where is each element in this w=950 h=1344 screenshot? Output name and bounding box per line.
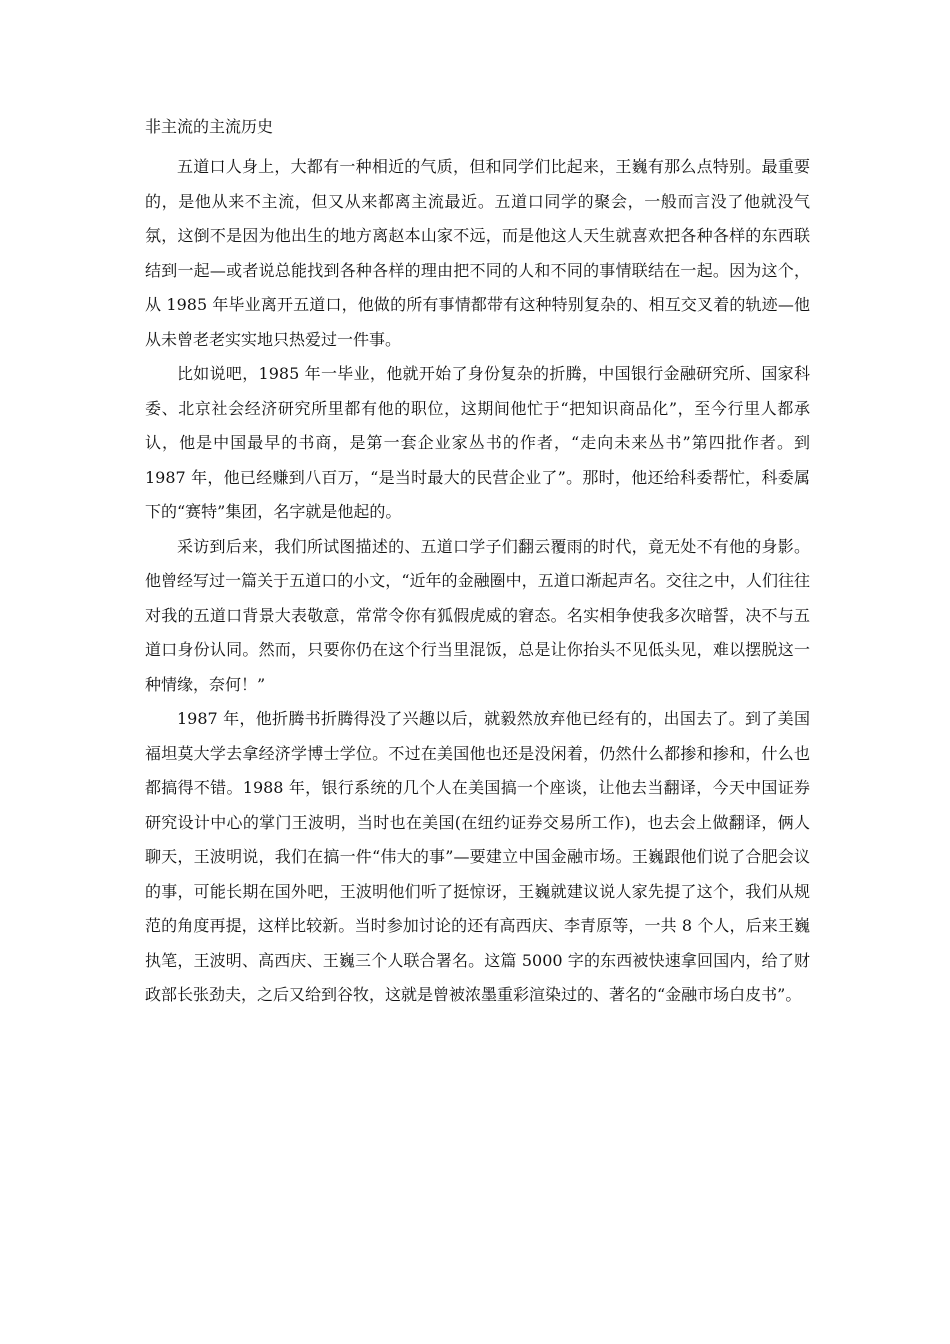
- document-title: 非主流的主流历史: [145, 117, 274, 136]
- paragraph-3: 采访到后来，我们所试图描述的、五道口学子们翻云覆雨的时代，竟无处不有他的身影。他曾经写过一篇关于五道口的小文，“近年的金融圈中，五道口渐起声名。交往之中，人们往往对我的五道口背景大表敬意，常常令你有狐假虎威的窘态。名实相争使我多次暗誓，决不与五道口身份认同。然而，只要你仍在这个行当里混饭，总是让你抬头不见低头见，难以摆脱这一种情缘，奈何！”: [145, 536, 810, 694]
- document-body: [145, 112, 810, 1013]
- paragraph-4: 1987 年，他折腾书折腾得没了兴趣以后，就毅然放弃他已经有的，出国去了。到了美国福坦莫大学去拿经济学博士学位。不过在美国他也还是没闲着，仍然什么都掺和掺和，什么也都搞得不错。1988 年，银行系统的几个人在美国搞一个座谈，让他去当翻译，今天中国证券研究设计中心的掌门王波明，当时也在美国(在纽约证券交易所工作)，也去会上做翻译，俩人聊天，王波明说，我们在搞一件“伟大的事”—要建立中国金融市场。王巍跟他们说了合肥会议的事，可能长期在国外吧，王波明他们听了挺惊讶，王巍就建议说人家先提了这个，我们从规范的角度再提，这样比较新。当时参加讨论的还有高西庆、李青原等，一共 8 个人，后来王巍执笔，王波明、高西庆、王巍三个人联合署名。这篇 5000 字的东西被快速拿回国内，给了财政部长张劲夫，之后又给到谷牧，这就是曾被浓墨重彩渲染过的、著名的“金融市场白皮书”。: [145, 709, 810, 1004]
- paragraph-1: 五道口人身上，大都有一种相近的气质，但和同学们比起来，王巍有那么点特别。最重要的，是他从来不主流，但又从来都离主流最近。五道口同学的聚会，一般而言没了他就没气氛，这倒不是因为他出生的地方离赵本山家不远，而是他这人天生就喜欢把各种各样的东西联结到一起—或者说总能找到各种各样的理由把不同的人和不同的事情联结在一起。因为这个，从 1985 年毕业离开五道口，他做的所有事情都带有这种特别复杂的、相互交叉着的轨迹—他从未曾老老实实地只热爱过一件事。: [145, 157, 810, 349]
- paragraph-2: 比如说吧，1985 年一毕业，他就开始了身份复杂的折腾，中国银行金融研究所、国家科委、北京社会经济研究所里都有他的职位，这期间他忙于“把知识商品化”，至今行里人都承认，他是中国最早的书商，是第一套企业家丛书的作者，“走向未来丛书”第四批作者。到 1987 年，他已经赚到八百万，“是当时最大的民营企业了”。那时，他还给科委帮忙，科委属下的“赛特”集团，名字就是他起的。: [145, 364, 810, 521]
